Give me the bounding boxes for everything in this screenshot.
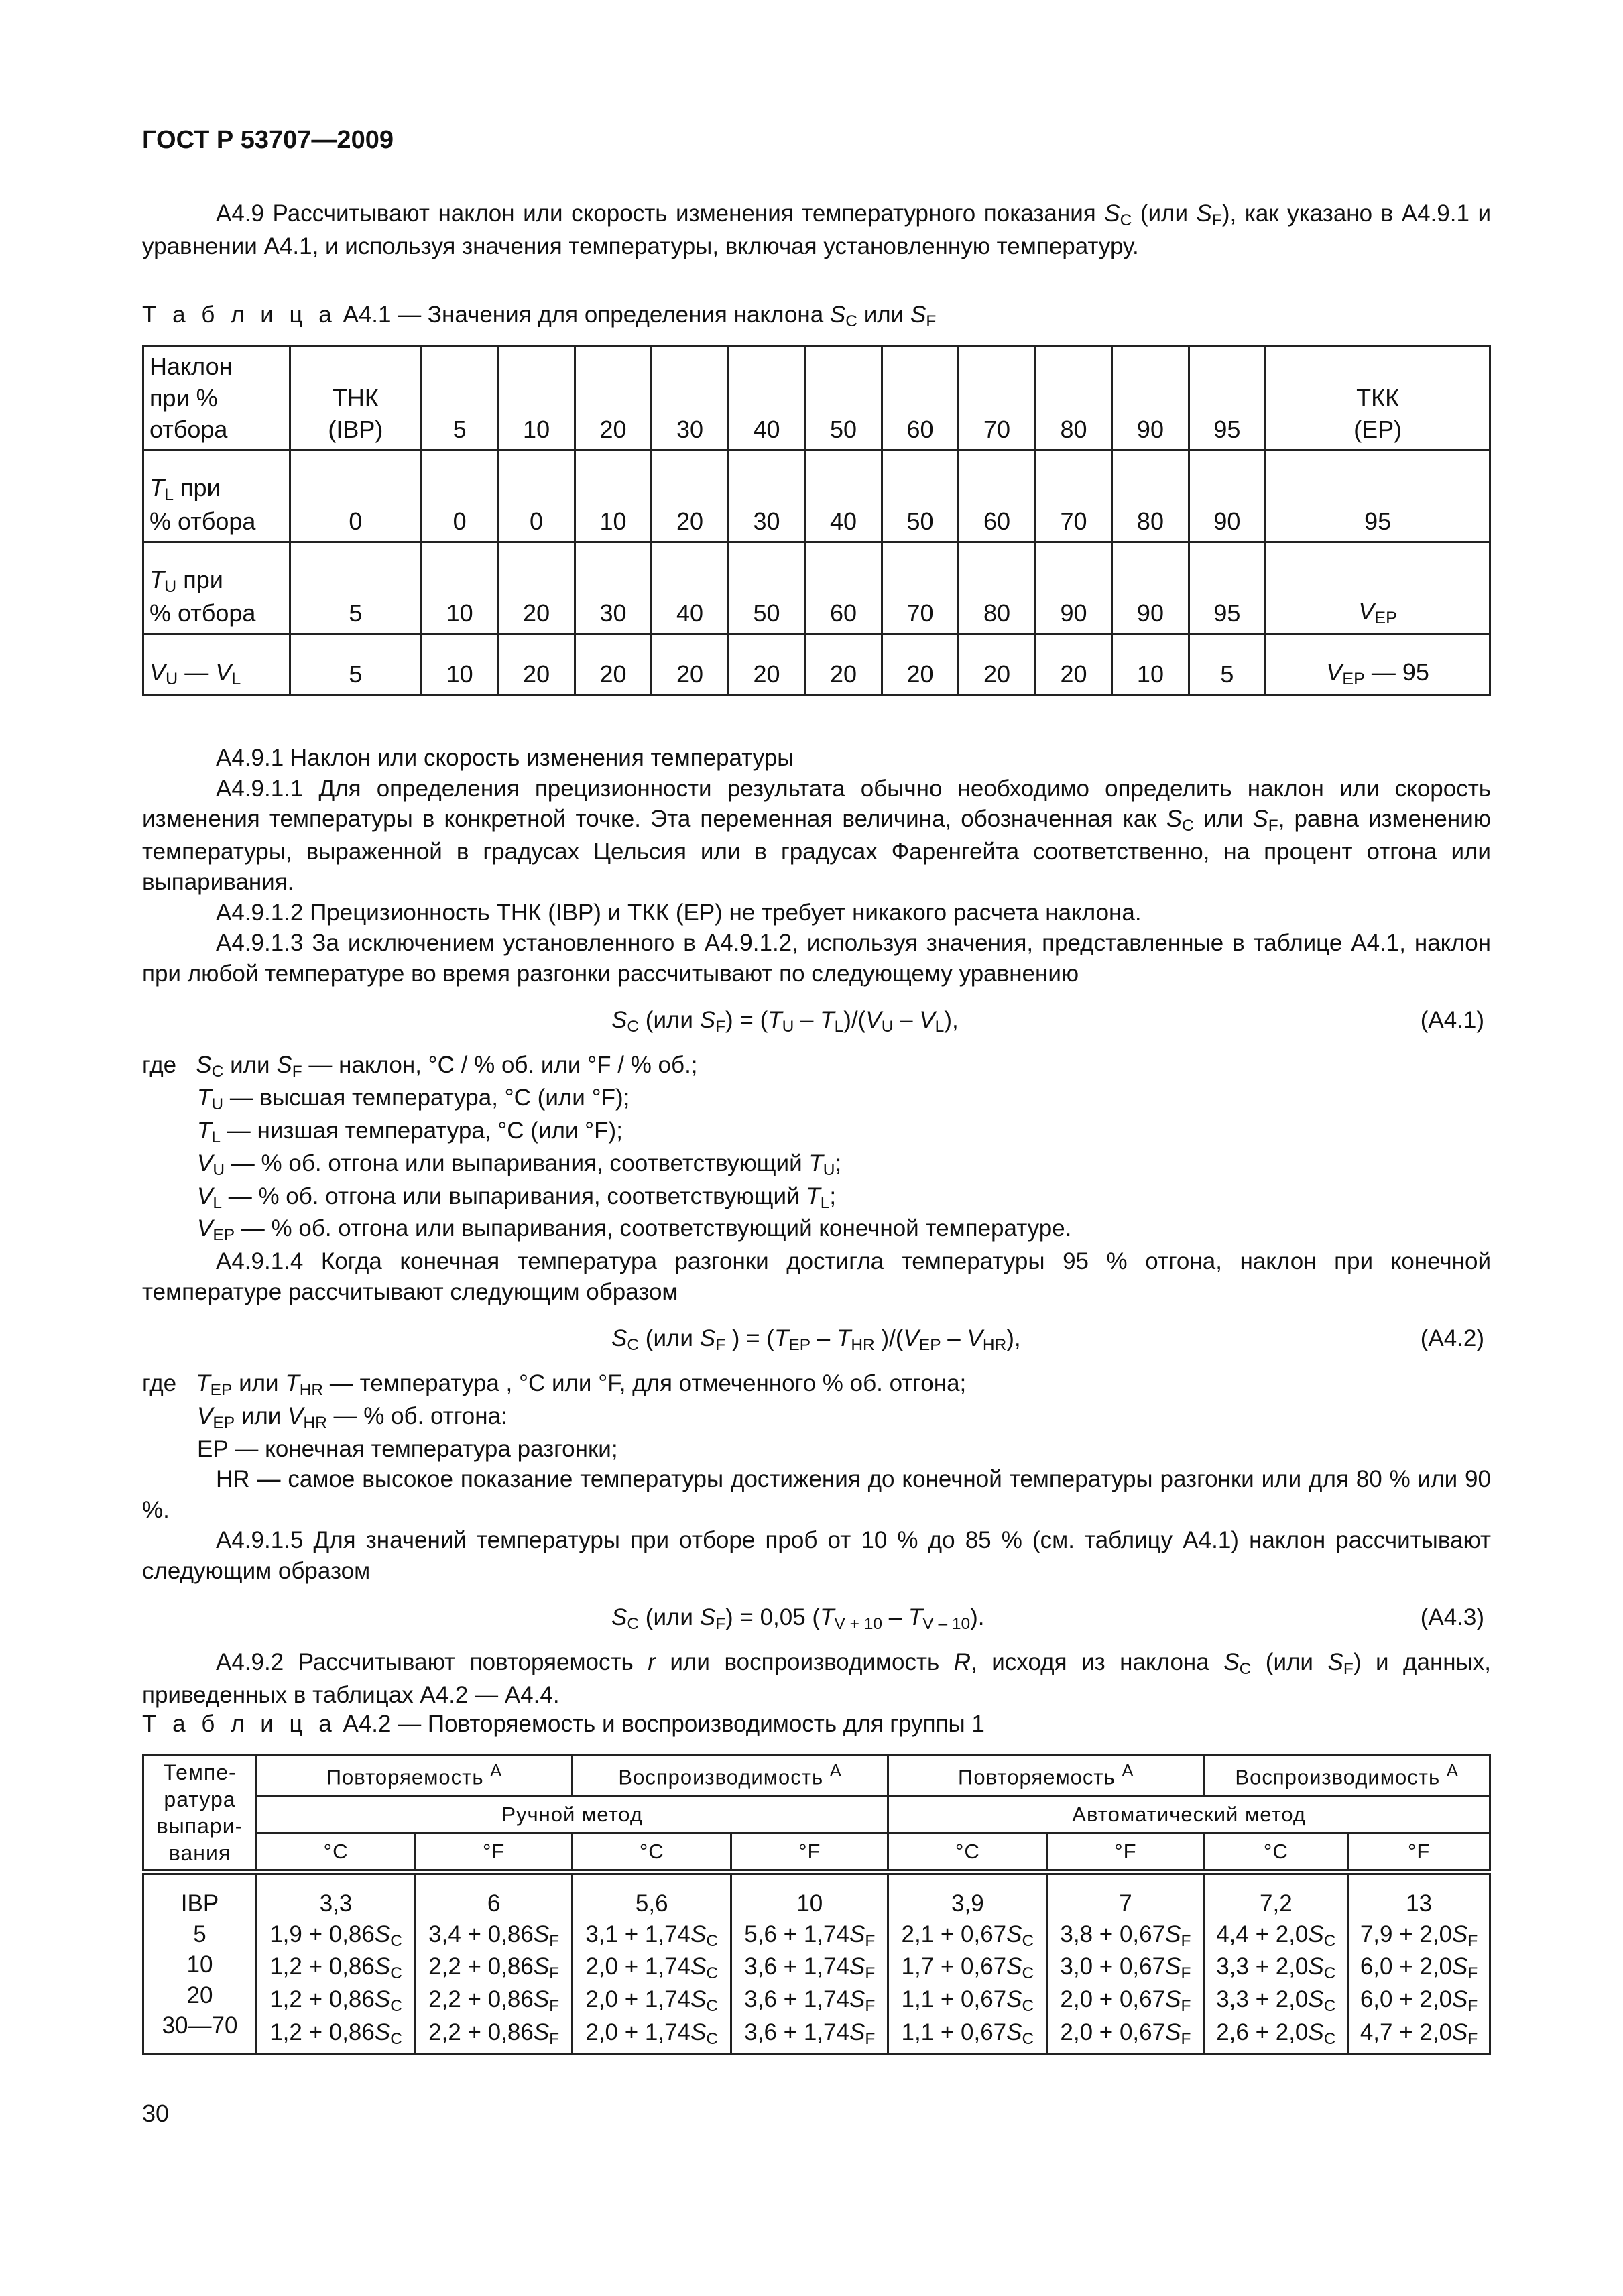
definitions-2: где $T_{EP}$ или $T_{HR}$ — температура , °С или °F, для отмеченного % об. отгона; $V_{EP}$ или $V_{HR}$ — % об. отгона: ЕР — конечная температура разгонки; HR — самое высокое показание температуры достижения до конечной температуры разгонки или для 80 % или 90 %.: [142, 1370, 1491, 1523]
paragraph: А4.9.1.3 За исключением установленного в А4.9.1.2, используя значения, представленные в таблице А4.1, наклон при любой температуре во время разгонки рассчитывают по следующему уравнению: [142, 930, 1491, 987]
table2-unit: °F: [416, 1833, 573, 1872]
paragraph: А4.9.1 Наклон или скорость изменения температуры: [216, 745, 794, 771]
equation-number: (А4.1): [1420, 1007, 1484, 1034]
table2-unit: °F: [1348, 1833, 1490, 1872]
table2-header-cell: Повторяемость $^A$: [257, 1756, 573, 1797]
table1-cell: 60: [959, 450, 1035, 542]
table1-header-cell: 5: [421, 347, 497, 450]
table2-header-row-3: [143, 1833, 1490, 1872]
paragraph: А4.9.1.4 Когда конечная температура разгонки достигла температуры 95 % отгона, наклон при конечной температуре рассчитывают следующим образом: [142, 1248, 1491, 1305]
table1-header-tkk: ТКК (ЕР): [1266, 347, 1490, 450]
equation-number: (А4.2): [1420, 1325, 1484, 1352]
table1-cell: 90: [1112, 542, 1189, 634]
table1-cell: 80: [1112, 450, 1189, 542]
table1-header-row: [143, 347, 1490, 450]
table2-unit: °F: [731, 1833, 888, 1872]
table1-header-cell: 95: [1189, 347, 1265, 450]
slope-values-table: [142, 345, 1491, 696]
definitions-1: где $S_C$ или $S_F$ — наклон, °С / % об. или °F / % об.; $T_U$ — высшая температура, °С (или °F); $T_L$ — низшая температура, °С (или °F); $V_U$ — % об. отгона или выпаривания, соответствующий $T_U$; $V_L$ — % об. отгона или выпаривания, соответствующий $T_L$; $V_{EP}$ — % об. отгона или выпаривания, соответствующий конечной температуре.: [142, 1052, 1072, 1245]
table2-temps-column: IBP 5 10 20 30—70: [143, 1872, 257, 2054]
table1-caption: Т а б л и ц а А4.1 — Значения для определения наклона $S_C$ или $S_F$: [142, 302, 937, 330]
table1-cell: 20: [1035, 634, 1111, 695]
table2-temp-header: Темпе- ратура выпари- вания: [143, 1756, 257, 1872]
table1-cell: 90: [1189, 450, 1265, 542]
table1-row-label: $T_L$ при % отбора: [143, 450, 290, 542]
table1-header-cell: 50: [805, 347, 882, 450]
table1-cell: 50: [882, 450, 958, 542]
table1-row-label: $T_U$ при % отбора: [143, 542, 290, 634]
table1-header-cell: 70: [959, 347, 1035, 450]
page-number: 30: [142, 2100, 170, 2127]
table1-cell: 0: [421, 450, 497, 542]
table2-caption: Т а б л и ц а А4.2 — Повторяемость и воспроизводимость для группы 1: [142, 1711, 985, 1737]
table1-row-diff: [143, 634, 1490, 695]
equation-a4-2: $S_C$ (или $S_F$ ) = ($T_{EP} - T_{HR}$ )$/(V_{EP} - V_{HR})$, (А4.2): [142, 1323, 1491, 1356]
table1-cell: 40: [805, 450, 882, 542]
table1-row-tu: [143, 542, 1490, 634]
table1-cell: 20: [652, 634, 728, 695]
table1-row-label: $V_U$ — $V_L$: [143, 634, 290, 695]
table1-cell: 20: [498, 542, 575, 634]
table1-cell: 5: [1189, 634, 1265, 695]
paragraph-a4-9: А4.9 Рассчитывают наклон или скорость изменения температурного показания $S_C$ (или $S_F$), как указано в А4.9.1 и уравнении А4.1, и используя значения температуры, включая установленную температуру.: [142, 200, 1491, 259]
table2-header-row-2: [143, 1796, 1490, 1833]
table1-cell: 20: [728, 634, 804, 695]
table2-column: 7 $3,8 + 0,67S_F$ $3,0 + 0,67S_F$ $2,0 + 0,67S_F$ $2,0 + 0,67S_F$: [1047, 1872, 1204, 2054]
table1-cell: 50: [728, 542, 804, 634]
table2-header-cell: Воспроизводимость $^A$: [573, 1756, 888, 1797]
body-text: [142, 743, 1491, 1710]
paragraph: А4.9.2 Рассчитывают повторяемость r или воспроизводимость R, исходя из наклона $S_C$ (или $S_F$) и данных, приведенных в таблицах А4.2 — А4.4.: [142, 1649, 1491, 1708]
table1-cell: 20: [652, 450, 728, 542]
document-header: ГОСТ Р 53707—2009: [142, 126, 394, 154]
table2-column: 7,2 $4,4 + 2,0S_C$ $3,3 + 2,0S_C$ $3,3 + 2,0S_C$ $2,6 + 2,0S_C$: [1204, 1872, 1348, 2054]
table1-row-tl: [143, 450, 1490, 542]
table1-cell: 60: [805, 542, 882, 634]
table1-cell: 10: [421, 634, 497, 695]
table2-data-row: [143, 1872, 1490, 2054]
precision-table: [142, 1754, 1491, 2055]
table1-header-tnk: ТНК (IBP): [290, 347, 422, 450]
table1-cell: 95: [1189, 542, 1265, 634]
table1-header-label: Наклон при % отбора: [143, 347, 290, 450]
equation-a4-1: $S_C$ (или $S_F) = (T_U - T_L)/(V_U - V_L)$, (А4.1): [142, 1005, 1491, 1038]
table1-cell: 5: [290, 542, 422, 634]
table2-column: 3,3 $1,9 + 0,86S_C$ $1,2 + 0,86S_C$ $1,2 + 0,86S_C$ $1,2 + 0,86S_C$: [257, 1872, 416, 2054]
table2-header-cell: Повторяемость $^A$: [888, 1756, 1204, 1797]
table2-column: 13 $7,9 + 2,0S_F$ $6,0 + 2,0S_F$ $6,0 + 2,0S_F$ $4,7 + 2,0S_F$: [1348, 1872, 1490, 2054]
equation-a4-3: $S_C$ (или $S_F) = 0,05$ $(T_{V + 10} - T_{V - 10})$. (А4.3): [142, 1602, 1491, 1635]
table2-column: 5,6 $3,1 + 1,74S_C$ $2,0 + 1,74S_C$ $2,0 + 1,74S_C$ $2,0 + 1,74S_C$: [573, 1872, 731, 2054]
table1-cell: 20: [882, 634, 958, 695]
table1-cell: $V_{EP}$: [1266, 542, 1490, 634]
table1-cell: 10: [1112, 634, 1189, 695]
table2-unit: °С: [888, 1833, 1047, 1872]
table2-method-auto: Автоматический метод: [888, 1796, 1490, 1833]
table1-cell: 30: [728, 450, 804, 542]
table2-column: 6 $3,4 + 0,86S_F$ $2,2 + 0,86S_F$ $2,2 + 0,86S_F$ $2,2 + 0,86S_F$: [416, 1872, 573, 2054]
table1-cell: 20: [805, 634, 882, 695]
paragraph: А4.9.1.5 Для значений температуры при отборе проб от 10 % до 85 % (см. таблицу А4.1) наклон рассчитывают следующим образом: [142, 1527, 1491, 1584]
table1-cell: 0: [290, 450, 422, 542]
table2-header-row-1: [143, 1756, 1490, 1797]
table1-cell: 70: [882, 542, 958, 634]
table1-cell: 0: [498, 450, 575, 542]
table1-header-cell: 60: [882, 347, 958, 450]
table1-cell: 95: [1266, 450, 1490, 542]
table1-cell: 80: [959, 542, 1035, 634]
table1-cell: 90: [1035, 542, 1111, 634]
table1-header-cell: 20: [575, 347, 651, 450]
table1-cell: 10: [575, 450, 651, 542]
table1-cell: 10: [421, 542, 497, 634]
table1-header-cell: 40: [728, 347, 804, 450]
table1-cell: 20: [575, 634, 651, 695]
table1-header-cell: 30: [652, 347, 728, 450]
table1-cell: $V_{EP}$ — 95: [1266, 634, 1490, 695]
table1-cell: 40: [652, 542, 728, 634]
table2-unit: °С: [1204, 1833, 1348, 1872]
table2-method-manual: Ручной метод: [257, 1796, 888, 1833]
table1-cell: 70: [1035, 450, 1111, 542]
table1-header-cell: 90: [1112, 347, 1189, 450]
table2-unit: °С: [257, 1833, 416, 1872]
table1-header-cell: 10: [498, 347, 575, 450]
paragraph: А4.9.1.2 Прецизионность ТНК (IBP) и ТКК (ЕР) не требует никакого расчета наклона.: [216, 899, 1142, 926]
table1-cell: 30: [575, 542, 651, 634]
table2-column: 3,9 $2,1 + 0,67S_C$ $1,7 + 0,67S_C$ $1,1 + 0,67S_C$ $1,1 + 0,67S_C$: [888, 1872, 1047, 2054]
table1-cell: 20: [959, 634, 1035, 695]
table1-header-cell: 80: [1035, 347, 1111, 450]
paragraph: А4.9.1.1 Для определения прецизионности результата обычно необходимо определить наклон или скорость изменения температуры в конкретной точке. Эта переменная величина, обозначенная как $S_C$ или $S_F$, равна изменению температуры, выраженной в градусах Цельсия или в градусах Фаренгейта соответственно, на процент отгона или выпаривания.: [142, 775, 1491, 896]
table2-unit: °С: [573, 1833, 731, 1872]
table1-cell: 20: [498, 634, 575, 695]
table2-column: 10 $5,6 + 1,74S_F$ $3,6 + 1,74S_F$ $3,6 + 1,74S_F$ $3,6 + 1,74S_F$: [731, 1872, 888, 2054]
table2-unit: °F: [1047, 1833, 1204, 1872]
table1-cell: 5: [290, 634, 422, 695]
equation-number: (А4.3): [1420, 1604, 1484, 1631]
table2-header-cell: Воспроизводимость $^A$: [1204, 1756, 1490, 1797]
